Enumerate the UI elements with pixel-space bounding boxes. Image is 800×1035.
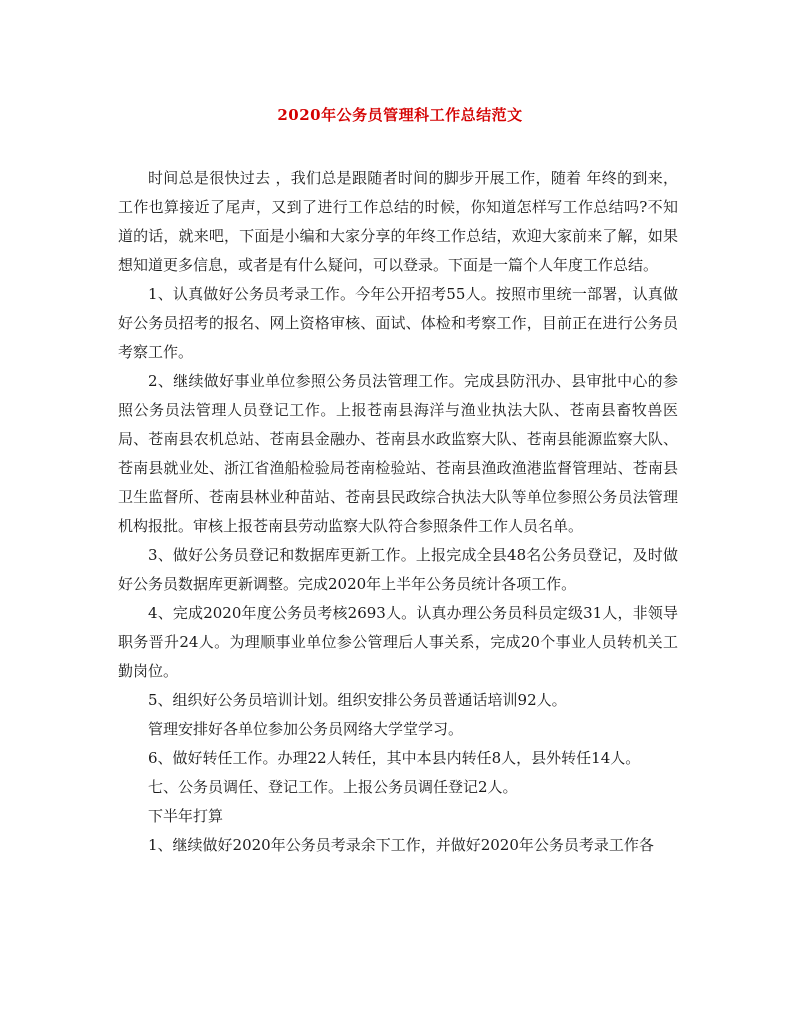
document-body xyxy=(118,164,678,860)
section-heading-next-half: 下半年打算 xyxy=(148,807,224,825)
paragraph-item-5-cont: 管理安排好各单位参加公务员网络大学堂学习。 xyxy=(148,720,464,738)
paragraph-item-4: 4、完成2020年度公务员考核2693人。认真办理公务员科员定级31人，非领导职务晋升24人。为理顺事业单位参公管理后人事关系，完成20个事业人员转机关工勤岗位。 xyxy=(118,604,678,680)
paragraph-item-6: 6、做好转任工作。办理22人转任，其中本县内转任8人，县外转任14人。 xyxy=(148,749,641,767)
paragraph-plan-1: 1、继续做好2020年公务员考录余下工作，并做好2020年公务员考录工作各 xyxy=(148,836,654,854)
paragraph-item-1: 1、认真做好公务员考录工作。今年公开招考55人。按照市里统一部署，认真做好公务员招考的报名、网上资格审核、面试、体检和考察工作，目前正在进行公务员考察工作。 xyxy=(118,285,678,361)
paragraph-item-2: 2、继续做好事业单位参照公务员法管理工作。完成县防汛办、县审批中心的参照公务员法管理人员登记工作。上报苍南县海洋与渔业执法大队、苍南县畜牧兽医局、苍南县农机总站、苍南县金融办、苍南县水政监察大队、苍南县能源监察大队、苍南县就业处、浙江省渔船检验局苍南检验站、苍南县渔政渔港监督管理站、苍南县卫生监督所、苍南县林业种苗站、苍南县民政综合执法大队等单位参照公务员法管理机构报批。审核上报苍南县劳动监察大队符合参照条件工作人员名单。 xyxy=(118,372,678,535)
paragraph-item-5: 5、组织好公务员培训计划。组织安排公务员普通话培训92人。 xyxy=(148,691,567,709)
document-title: 2020年公务员管理科工作总结范文 xyxy=(277,106,523,124)
paragraph-item-7: 七、公务员调任、登记工作。上报公务员调任登记2人。 xyxy=(148,778,518,796)
paragraph-intro: 时间总是很快过去 ，我们总是跟随者时间的脚步开展工作，随着 年终的到来，工作也算接近了尾声，又到了进行工作总结的时候，你知道怎样写工作总结吗?不知道的话，就来吧，下面是小编和大家分享的年终工作总结，欢迎大家前来了解，如果想知道更多信息，或者是有什么疑问，可以登录。下面是一篇个人年度工作总结。 xyxy=(118,169,678,274)
paragraph-item-3: 3、做好公务员登记和数据库更新工作。上报完成全县48名公务员登记，及时做好公务员数据库更新调整。完成2020年上半年公务员统计各项工作。 xyxy=(118,546,678,593)
